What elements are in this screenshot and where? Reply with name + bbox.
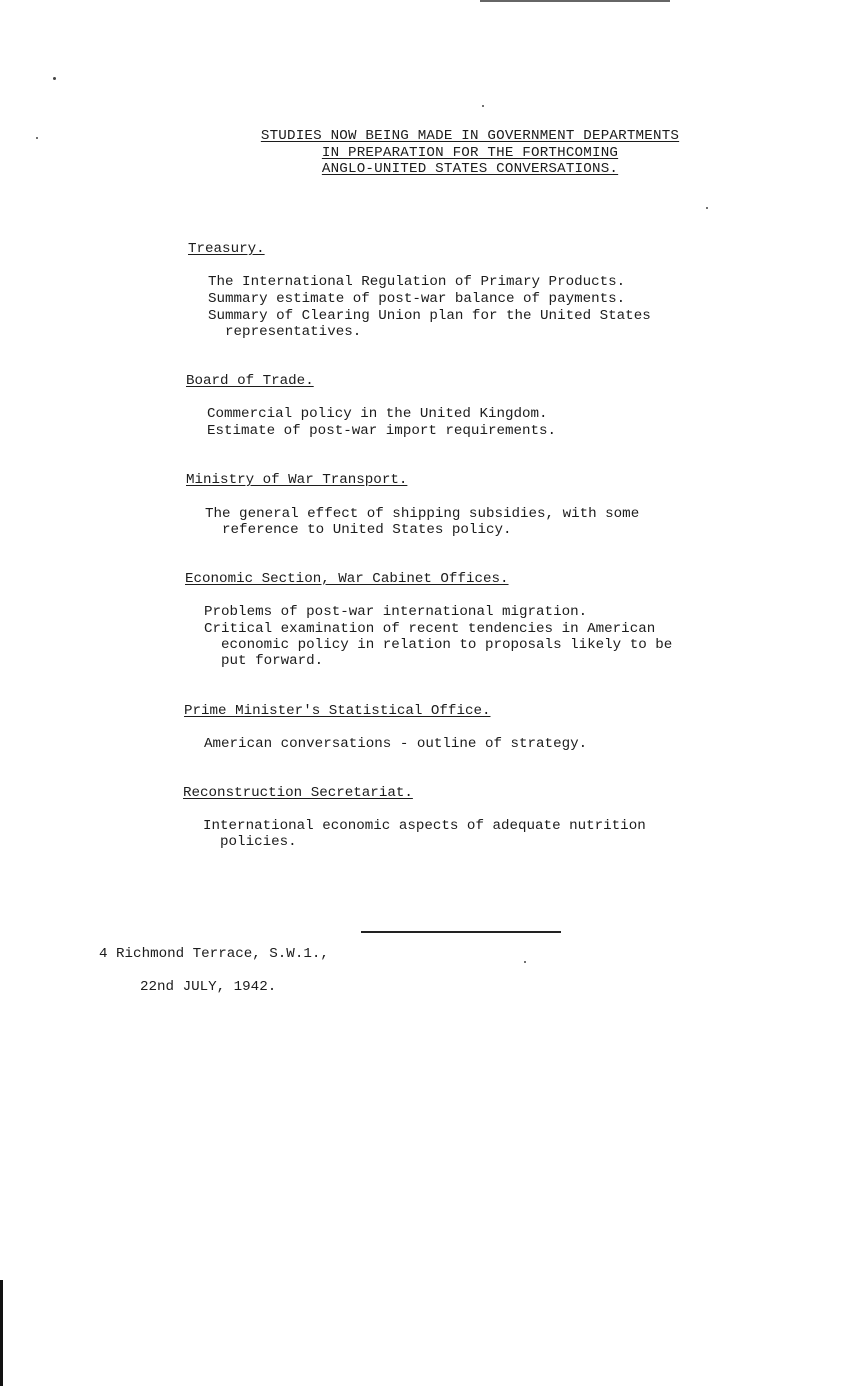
scan-speck [53,77,56,80]
section-heading-statistical-office: Prime Minister's Statistical Office. [184,703,491,719]
title-line-3: ANGLO-UNITED STATES CONVERSATIONS. [321,161,619,177]
document-title [180,128,760,178]
treasury-item-2: Summary estimate of post-war balance of payments. [208,291,626,307]
treasury-item-4: representatives. [208,324,362,340]
economic-section-item-3: economic policy in relation to proposals likely to be [204,637,673,653]
economic-section-item-2: Critical examination of recent tendencies in American [204,621,656,637]
title-line-2: IN PREPARATION FOR THE FORTHCOMING [321,144,619,161]
closing-rule [361,931,561,933]
section-heading-board-of-trade: Board of Trade. [186,373,314,389]
date-line: 22nd JULY, 1942. [140,979,277,995]
scan-speck [706,207,708,209]
address-line: 4 Richmond Terrace, S.W.1., [99,946,329,962]
war-transport-item-2: reference to United States policy. [205,522,512,538]
treasury-item-1: The International Regulation of Primary Products. [208,274,626,290]
statistical-office-item-1: American conversations - outline of strategy. [204,736,588,752]
section-heading-ministry-of-war-transport: Ministry of War Transport. [186,472,408,488]
scan-left-edge [0,1280,3,1386]
section-heading-economic-section: Economic Section, War Cabinet Offices. [185,571,509,587]
section-heading-reconstruction-secretariat: Reconstruction Secretariat. [183,785,413,801]
scan-speck [482,105,484,107]
reconstruction-item-1: International economic aspects of adequate nutrition [203,818,646,834]
board-of-trade-item-1: Commercial policy in the United Kingdom. [207,406,548,422]
economic-section-item-4: put forward. [204,653,324,669]
scan-top-mark [480,0,670,2]
economic-section-item-1: Problems of post-war international migration. [204,604,588,620]
treasury-item-3: Summary of Clearing Union plan for the United States [208,308,651,324]
reconstruction-item-2: policies. [203,834,297,850]
war-transport-item-1: The general effect of shipping subsidies, with some [205,506,640,522]
scan-speck [36,137,38,139]
section-heading-treasury: Treasury. [188,241,265,257]
board-of-trade-item-2: Estimate of post-war import requirements. [207,423,557,439]
title-line-1: STUDIES NOW BEING MADE IN GOVERNMENT DEPARTMENTS [260,128,680,144]
scan-speck [524,961,526,963]
